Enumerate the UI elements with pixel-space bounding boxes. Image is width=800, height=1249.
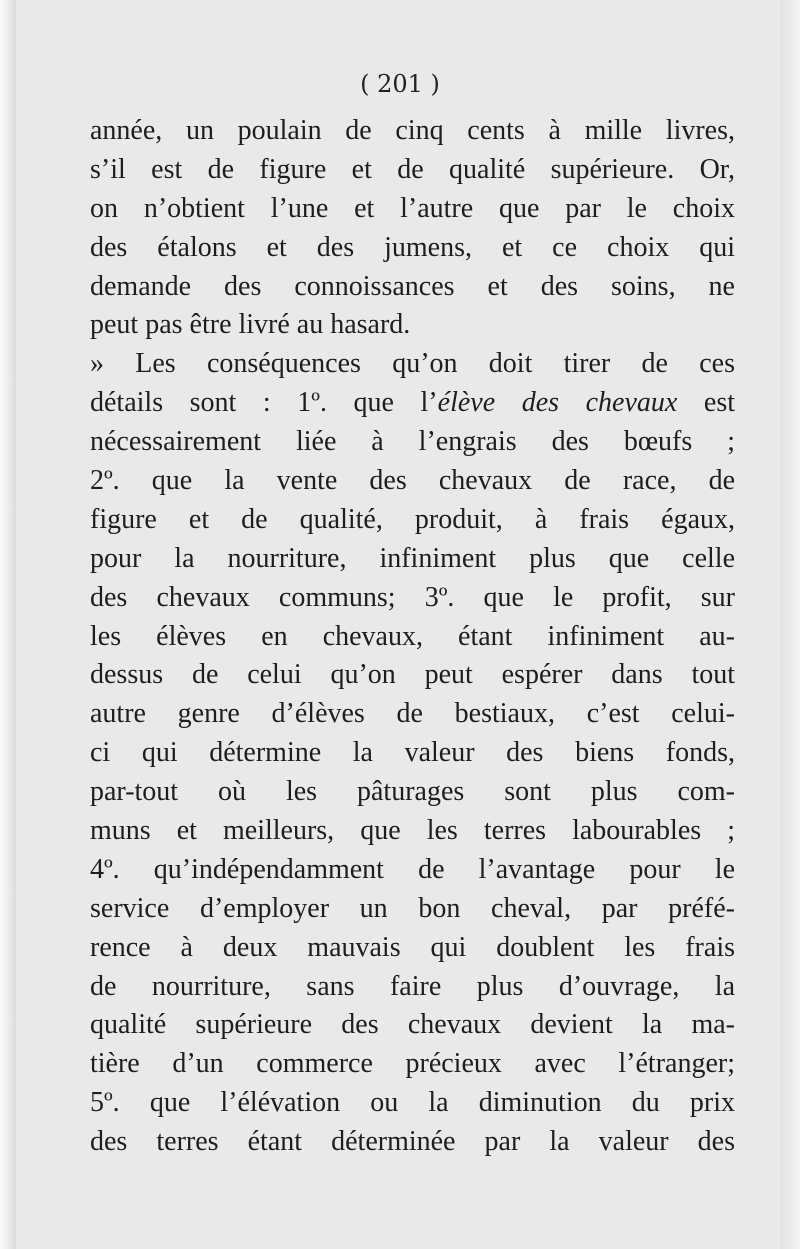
text-line-8-start: détails sont : 1º. que l’ — [90, 387, 438, 419]
text-line-22: rence à deux mauvais qui doublent les frais — [90, 931, 735, 963]
text-line-20: 4º. qu’indépendamment de l’avantage pour le — [90, 853, 735, 885]
text-line-17: ci qui détermine la valeur des biens fonds, — [90, 737, 735, 769]
text-line-23: de nourriture, sans faire plus d’ouvrage, la — [90, 970, 735, 1002]
text-line-26: 5º. que l’élévation ou la diminution du prix — [90, 1087, 735, 1119]
text-line-4: des étalons et des jumens, et ce choix qui — [90, 231, 735, 263]
text-line-14: les élèves en chevaux, étant infiniment au- — [90, 620, 735, 652]
text-line-10: 2º. que la vente des chevaux de race, de — [90, 465, 735, 497]
text-line-18: par-tout où les pâturages sont plus com- — [90, 776, 735, 808]
text-line-21: service d’employer un bon cheval, par préfé- — [90, 892, 735, 924]
text-line-13: des chevaux communs; 3º. que le profit, sur — [90, 581, 735, 613]
text-line-8-end: est — [677, 387, 736, 419]
text-line-15: dessus de celui qu’on peut espérer dans tout — [90, 659, 735, 691]
page-number: ( 201 ) — [360, 70, 440, 98]
text-line-16: autre genre d’élèves de bestiaux, c’est celui- — [90, 698, 735, 730]
text-line-27: des terres étant déterminée par la valeur des — [90, 1126, 735, 1158]
text-line-8 — [90, 384, 735, 423]
text-line-2: s’il est de figure et de qualité supérieure. Or, — [90, 153, 735, 185]
text-line-7: » Les conséquences qu’on doit tirer de ces — [90, 348, 735, 380]
body-text — [90, 112, 735, 1162]
text-line-25: tière d’un commerce précieux avec l’étranger; — [90, 1048, 735, 1080]
text-line-12: pour la nourriture, infiniment plus que celle — [90, 542, 735, 574]
italic-phrase: élève des chevaux — [437, 387, 678, 419]
text-line-19: muns et meilleurs, que les terres labourables ; — [90, 815, 735, 847]
text-line-6: peut pas être livré au hasard. — [90, 309, 411, 341]
text-line-9: nécessairement liée à l’engrais des bœufs ; — [90, 426, 735, 458]
text-line-24: qualité supérieure des chevaux devient la ma- — [90, 1009, 735, 1041]
text-line-5: demande des connoissances et des soins, ne — [90, 270, 735, 302]
text-line-3: on n’obtient l’une et l’autre que par le choix — [90, 192, 735, 224]
text-line-1: année, un poulain de cinq cents à mille livres, — [90, 115, 735, 146]
text-line-11: figure et de qualité, produit, à frais égaux, — [90, 503, 735, 535]
